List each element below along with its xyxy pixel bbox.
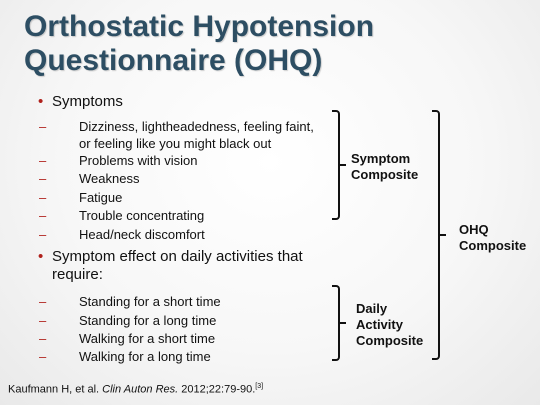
ohq-composite-line-2: Composite xyxy=(459,238,527,253)
dash-marker-icon: – xyxy=(39,119,47,134)
symptom-item xyxy=(39,152,349,169)
activity-item-label: Walking for a short time xyxy=(79,331,216,346)
ohq-composite-label xyxy=(459,222,526,254)
bullet-daily-line-1: Symptom effect on daily activities that xyxy=(52,248,303,265)
bullet-marker-icon: • xyxy=(38,93,44,110)
symptom-composite-line-2: Composite xyxy=(351,167,419,182)
activity-item xyxy=(39,293,349,310)
symptom-item xyxy=(39,226,349,243)
citation-authors: Kaufmann H, et al. xyxy=(8,383,100,396)
citation xyxy=(8,383,263,396)
activity-item xyxy=(39,330,349,347)
dash-marker-icon: – xyxy=(39,349,47,364)
activity-item-label: Standing for a long time xyxy=(79,313,217,328)
title-line-1: Orthostatic Hypotension xyxy=(24,10,375,43)
symptom-item-label: Weakness xyxy=(79,171,140,186)
symptom-item xyxy=(39,170,349,187)
bullet-marker-icon: • xyxy=(38,248,44,265)
symptom-item xyxy=(39,207,349,224)
symptom-item-label: Problems with vision xyxy=(79,153,198,168)
symptom-composite-bracket xyxy=(332,110,340,220)
symptom-item xyxy=(39,118,349,152)
symptom-composite-line-1: Symptom xyxy=(351,151,411,166)
bullet-symptoms xyxy=(38,93,123,111)
dash-marker-icon: – xyxy=(39,294,47,309)
dash-marker-icon: – xyxy=(39,208,47,223)
dash-marker-icon: – xyxy=(39,171,47,186)
symptom-item-label: Fatigue xyxy=(79,190,123,205)
activity-item-label: Standing for a short time xyxy=(79,294,221,309)
slide-title xyxy=(24,10,524,78)
dash-marker-icon: – xyxy=(39,313,47,328)
citation-journal: Clin Auton Res. xyxy=(102,383,179,396)
dash-marker-icon: – xyxy=(39,190,47,205)
activity-item xyxy=(39,348,349,365)
symptom-item xyxy=(39,189,349,206)
citation-details: 2012;22:79-90. xyxy=(181,383,256,396)
daily-activity-line-1: Daily xyxy=(356,301,388,316)
symptom-item-line-1: Dizziness, lightheadedness, feeling faint, xyxy=(79,119,314,134)
dash-marker-icon: – xyxy=(39,331,47,346)
symptom-composite-label xyxy=(351,151,418,183)
bullet-symptoms-label: Symptoms xyxy=(52,93,123,110)
bullet-daily-activities xyxy=(38,248,303,284)
dash-marker-icon: – xyxy=(39,153,47,168)
activity-item-label: Walking for a long time xyxy=(79,349,211,364)
symptom-item-line-2: or feeling like you might black out xyxy=(79,136,272,151)
daily-activity-line-3: Composite xyxy=(356,333,424,348)
symptom-item-label: Trouble concentrating xyxy=(79,208,205,223)
bullet-daily-line-2: require: xyxy=(52,266,103,283)
daily-activity-composite-bracket xyxy=(332,285,340,361)
ohq-composite-line-1: OHQ xyxy=(459,222,489,237)
activity-item xyxy=(39,312,349,329)
title-line-2: Questionnaire (OHQ) xyxy=(24,44,323,77)
daily-activity-composite-label xyxy=(356,301,423,349)
ohq-composite-bracket xyxy=(432,110,440,360)
daily-activity-line-2: Activity xyxy=(356,317,403,332)
citation-ref: [3] xyxy=(255,383,264,390)
dash-marker-icon: – xyxy=(39,227,47,242)
symptom-item-label: Head/neck discomfort xyxy=(79,227,205,242)
